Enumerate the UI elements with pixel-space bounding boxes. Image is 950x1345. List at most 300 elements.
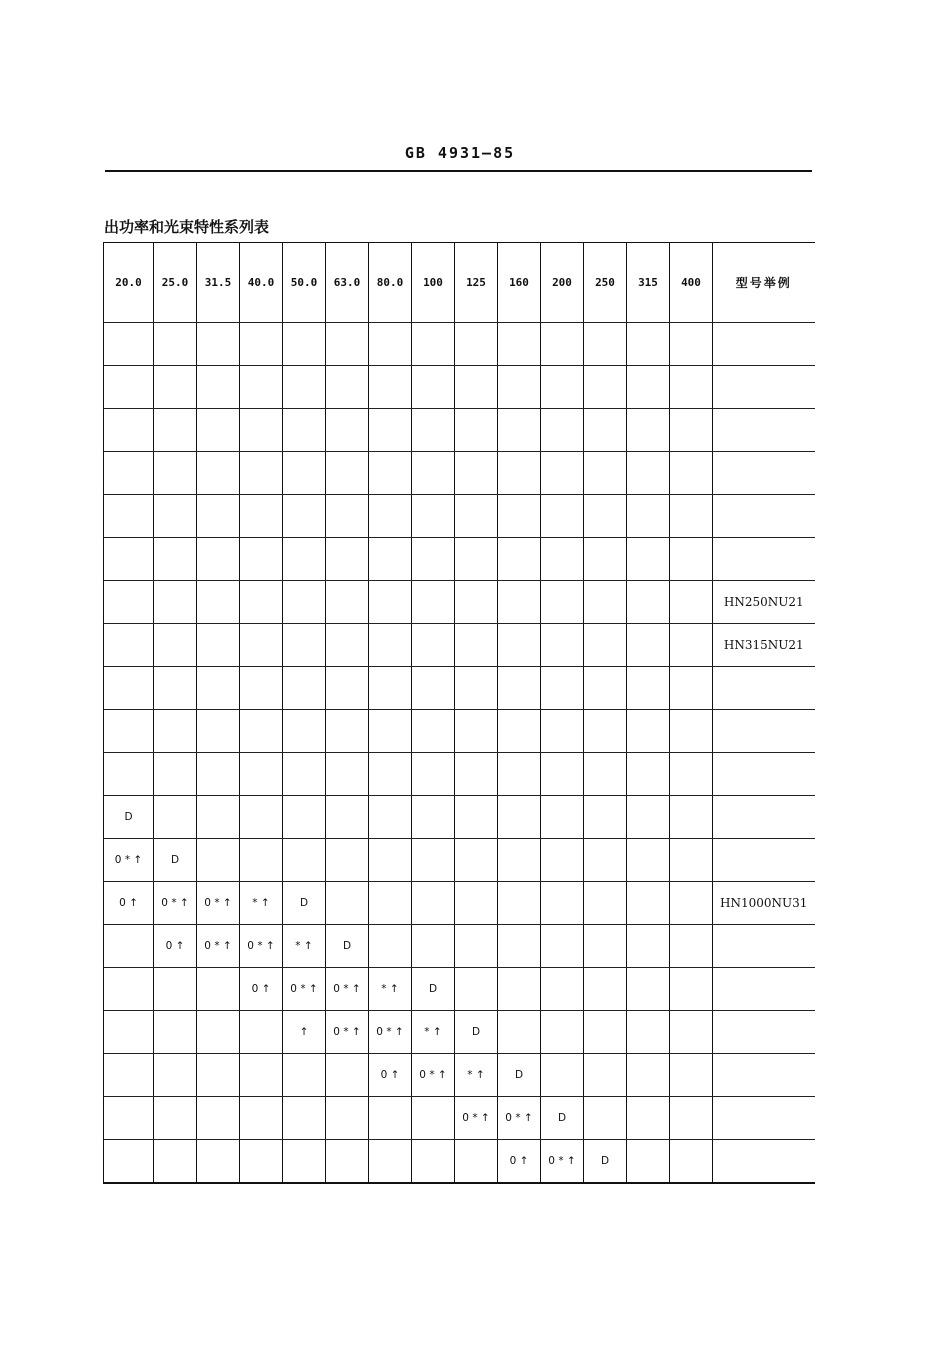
table-cell <box>104 1011 154 1054</box>
table-cell <box>584 968 627 1011</box>
table-cell <box>154 1011 197 1054</box>
table-cell <box>197 409 240 452</box>
table-cell <box>584 753 627 796</box>
table-cell <box>498 710 541 753</box>
table-cell <box>498 753 541 796</box>
table-cell: D <box>104 796 154 839</box>
table-cell <box>104 1140 154 1184</box>
table-cell <box>455 925 498 968</box>
table-cell <box>498 538 541 581</box>
table-cell: ↑ <box>283 1011 326 1054</box>
table-cell <box>369 581 412 624</box>
table-cell <box>283 495 326 538</box>
column-header: 400 <box>670 243 713 323</box>
table-cell <box>627 1140 670 1184</box>
table-cell <box>283 710 326 753</box>
table-cell <box>326 796 369 839</box>
table-row <box>104 796 815 839</box>
table-cell: 0 ↑ <box>498 1140 541 1184</box>
table-cell <box>412 1140 455 1184</box>
table-cell <box>326 1140 369 1184</box>
table-cell <box>670 495 713 538</box>
table-cell: D <box>498 1054 541 1097</box>
table-cell <box>283 796 326 839</box>
table-cell <box>498 624 541 667</box>
table-row <box>104 1097 815 1140</box>
table-cell <box>627 1011 670 1054</box>
table-cell <box>412 710 455 753</box>
table-cell <box>670 1054 713 1097</box>
table-cell <box>197 1011 240 1054</box>
model-example-cell <box>713 925 815 968</box>
column-header: 20.0 <box>104 243 154 323</box>
table-cell <box>326 323 369 366</box>
table-cell <box>412 624 455 667</box>
table-row <box>104 710 815 753</box>
table-row <box>104 538 815 581</box>
table-row <box>104 495 815 538</box>
table-cell <box>369 409 412 452</box>
table-cell <box>455 495 498 538</box>
table-cell <box>326 1097 369 1140</box>
table-cell <box>412 409 455 452</box>
table-cell <box>326 452 369 495</box>
table-cell <box>627 882 670 925</box>
table-row <box>104 839 815 882</box>
column-header: 50.0 <box>283 243 326 323</box>
table-cell <box>240 839 283 882</box>
table-cell <box>283 366 326 409</box>
table-cell <box>283 667 326 710</box>
table-cell <box>627 495 670 538</box>
table-cell <box>541 1054 584 1097</box>
table-cell: * ↑ <box>412 1011 455 1054</box>
power-beam-series-table <box>103 242 815 1184</box>
table-cell <box>455 667 498 710</box>
table-cell: 0 * ↑ <box>541 1140 584 1184</box>
table-cell <box>498 495 541 538</box>
table-row <box>104 624 815 667</box>
table-row <box>104 882 815 925</box>
table-cell <box>670 1140 713 1184</box>
table-cell <box>326 1054 369 1097</box>
table-cell <box>498 323 541 366</box>
table-cell <box>283 409 326 452</box>
table-cell <box>104 667 154 710</box>
table-cell <box>584 624 627 667</box>
column-header: 250 <box>584 243 627 323</box>
table-cell <box>541 753 584 796</box>
column-header: 200 <box>541 243 584 323</box>
column-header: 40.0 <box>240 243 283 323</box>
model-example-cell <box>713 495 815 538</box>
table-cell <box>455 409 498 452</box>
table-caption: 出功率和光束特性系列表 <box>104 218 270 236</box>
table-cell <box>326 581 369 624</box>
table-cell: 0 * ↑ <box>412 1054 455 1097</box>
table-cell <box>584 667 627 710</box>
table-cell <box>627 753 670 796</box>
model-example-cell <box>713 968 815 1011</box>
table-cell: * ↑ <box>455 1054 498 1097</box>
table-cell <box>283 452 326 495</box>
table-cell <box>197 1054 240 1097</box>
table-cell <box>283 323 326 366</box>
table-cell <box>104 624 154 667</box>
column-header: 31.5 <box>197 243 240 323</box>
model-example-header: 型号举例 <box>713 243 815 323</box>
table-cell <box>584 710 627 753</box>
table-cell <box>670 409 713 452</box>
table-cell <box>197 624 240 667</box>
table-cell <box>104 968 154 1011</box>
table-cell <box>240 581 283 624</box>
table-cell <box>154 538 197 581</box>
table-cell: 0 * ↑ <box>240 925 283 968</box>
table-cell <box>369 753 412 796</box>
model-example-cell <box>713 667 815 710</box>
table-cell <box>154 323 197 366</box>
table-cell <box>283 581 326 624</box>
table-cell <box>326 409 369 452</box>
table-cell: 0 * ↑ <box>154 882 197 925</box>
table-cell: * ↑ <box>369 968 412 1011</box>
model-example-cell <box>713 366 815 409</box>
table-cell <box>326 624 369 667</box>
table-cell <box>240 323 283 366</box>
table-cell <box>369 710 412 753</box>
table-cell <box>154 753 197 796</box>
table-cell <box>541 839 584 882</box>
table-cell <box>670 1097 713 1140</box>
table-cell <box>240 1097 283 1140</box>
column-header: 100 <box>412 243 455 323</box>
table-cell <box>627 624 670 667</box>
table-cell <box>498 839 541 882</box>
table-cell <box>240 667 283 710</box>
table-cell <box>154 1097 197 1140</box>
table-cell: 0 ↑ <box>240 968 283 1011</box>
table-cell <box>455 323 498 366</box>
table-cell <box>104 581 154 624</box>
table-cell <box>369 925 412 968</box>
table-cell <box>498 366 541 409</box>
model-example-cell <box>713 1054 815 1097</box>
table-cell <box>369 1097 412 1140</box>
table-cell <box>326 366 369 409</box>
table-cell: 0 * ↑ <box>326 968 369 1011</box>
table-cell <box>412 323 455 366</box>
table-cell <box>455 753 498 796</box>
table-cell <box>627 839 670 882</box>
table-cell <box>541 925 584 968</box>
table-cell <box>369 667 412 710</box>
table-cell <box>240 366 283 409</box>
table-cell <box>670 323 713 366</box>
table-cell <box>412 581 455 624</box>
table-cell <box>541 409 584 452</box>
model-example-cell <box>713 839 815 882</box>
table-cell <box>326 710 369 753</box>
table-cell <box>197 968 240 1011</box>
table-cell <box>197 1097 240 1140</box>
table-cell <box>541 624 584 667</box>
table-cell: * ↑ <box>240 882 283 925</box>
table-row <box>104 323 815 366</box>
table-cell <box>104 366 154 409</box>
document-code: GB 4931—85 <box>404 144 516 162</box>
table-cell <box>283 753 326 796</box>
table-cell: D <box>584 1140 627 1184</box>
table-cell <box>104 1097 154 1140</box>
table-cell <box>584 796 627 839</box>
table-cell <box>498 667 541 710</box>
table-cell <box>240 452 283 495</box>
table-cell <box>412 753 455 796</box>
table-cell <box>369 839 412 882</box>
table-cell <box>104 452 154 495</box>
table-cell <box>154 624 197 667</box>
table-cell <box>283 538 326 581</box>
table-cell <box>104 323 154 366</box>
table-cell <box>584 366 627 409</box>
table-cell: 0 * ↑ <box>104 839 154 882</box>
table-cell <box>197 1140 240 1184</box>
table-cell <box>326 882 369 925</box>
table-cell <box>240 1054 283 1097</box>
table-cell <box>283 624 326 667</box>
table-cell <box>412 796 455 839</box>
table-cell <box>197 495 240 538</box>
table-cell <box>498 1011 541 1054</box>
table-cell <box>584 839 627 882</box>
table-cell <box>584 323 627 366</box>
table-cell <box>412 366 455 409</box>
table-cell <box>455 366 498 409</box>
table-cell <box>197 796 240 839</box>
model-example-cell <box>713 538 815 581</box>
table-cell <box>498 796 541 839</box>
column-header: 315 <box>627 243 670 323</box>
table-cell <box>627 667 670 710</box>
column-header: 160 <box>498 243 541 323</box>
table-cell: 0 * ↑ <box>455 1097 498 1140</box>
table-cell <box>541 538 584 581</box>
table-cell <box>541 968 584 1011</box>
table-cell <box>584 452 627 495</box>
model-example-cell <box>713 323 815 366</box>
model-example-cell <box>713 1140 815 1184</box>
table-cell <box>455 538 498 581</box>
table-cell <box>326 753 369 796</box>
table-cell <box>369 882 412 925</box>
table-cell <box>670 925 713 968</box>
table-cell <box>670 667 713 710</box>
table-cell <box>326 667 369 710</box>
table-cell <box>369 323 412 366</box>
table-cell <box>670 968 713 1011</box>
table-cell <box>197 667 240 710</box>
table-cell <box>369 624 412 667</box>
table-cell <box>283 1097 326 1140</box>
table-cell <box>412 538 455 581</box>
table-cell <box>627 366 670 409</box>
table-cell <box>197 366 240 409</box>
model-example-cell <box>713 1097 815 1140</box>
table-row <box>104 667 815 710</box>
table-cell <box>154 1140 197 1184</box>
table-cell <box>670 366 713 409</box>
table-cell <box>283 1054 326 1097</box>
table-cell <box>283 839 326 882</box>
table-cell <box>670 1011 713 1054</box>
table-cell <box>154 581 197 624</box>
table-cell <box>498 581 541 624</box>
table-cell <box>455 452 498 495</box>
column-header: 25.0 <box>154 243 197 323</box>
table-cell <box>627 409 670 452</box>
table-cell <box>104 753 154 796</box>
table-cell <box>584 1054 627 1097</box>
table-cell: D <box>326 925 369 968</box>
table-cell <box>240 753 283 796</box>
table-cell <box>326 839 369 882</box>
table-cell: D <box>283 882 326 925</box>
table-cell <box>455 882 498 925</box>
table-cell <box>541 882 584 925</box>
table-cell <box>627 323 670 366</box>
table-cell <box>541 495 584 538</box>
model-example-cell: HN1000NU31 <box>713 882 815 925</box>
table-cell <box>369 495 412 538</box>
table-cell: 0 ↑ <box>369 1054 412 1097</box>
table-cell <box>104 1054 154 1097</box>
table-cell: 0 ↑ <box>154 925 197 968</box>
table-cell <box>670 452 713 495</box>
table-cell <box>326 538 369 581</box>
table-cell <box>627 581 670 624</box>
table-cell <box>455 710 498 753</box>
table-cell <box>240 624 283 667</box>
table-cell <box>455 1140 498 1184</box>
table-cell <box>154 710 197 753</box>
model-example-cell: HN250NU21 <box>713 581 815 624</box>
table-cell <box>498 452 541 495</box>
table-row <box>104 409 815 452</box>
table-cell <box>197 581 240 624</box>
header-rule <box>105 170 812 172</box>
table-cell <box>154 968 197 1011</box>
table-cell <box>498 409 541 452</box>
model-example-cell <box>713 409 815 452</box>
table-cell <box>369 1140 412 1184</box>
table-cell <box>455 968 498 1011</box>
table-cell <box>670 710 713 753</box>
table-cell: D <box>412 968 455 1011</box>
table-cell <box>369 796 412 839</box>
table-cell <box>197 538 240 581</box>
model-example-cell <box>713 753 815 796</box>
table-cell: 0 * ↑ <box>197 882 240 925</box>
table-row <box>104 366 815 409</box>
table-cell <box>197 839 240 882</box>
table-cell <box>498 882 541 925</box>
model-example-cell: HN315NU21 <box>713 624 815 667</box>
table-cell <box>412 1097 455 1140</box>
table-cell <box>283 1140 326 1184</box>
table-cell <box>197 452 240 495</box>
table-cell <box>584 1097 627 1140</box>
table-cell <box>670 882 713 925</box>
table-cell <box>154 452 197 495</box>
table-row <box>104 1140 815 1184</box>
table-cell <box>584 409 627 452</box>
table-cell <box>498 925 541 968</box>
table-cell <box>197 753 240 796</box>
table-cell <box>154 667 197 710</box>
table-cell <box>670 839 713 882</box>
table-cell: D <box>154 839 197 882</box>
table-row <box>104 925 815 968</box>
table-cell <box>412 667 455 710</box>
table-row <box>104 1054 815 1097</box>
table-cell <box>154 495 197 538</box>
table-cell <box>541 452 584 495</box>
table-cell <box>627 538 670 581</box>
table-cell <box>240 495 283 538</box>
table-cell <box>584 495 627 538</box>
model-example-cell <box>713 796 815 839</box>
table-cell <box>584 1011 627 1054</box>
table-cell <box>326 495 369 538</box>
table-row <box>104 753 815 796</box>
table-cell <box>104 538 154 581</box>
table-cell <box>541 1011 584 1054</box>
table-cell: * ↑ <box>283 925 326 968</box>
table-cell <box>412 495 455 538</box>
table-cell <box>627 968 670 1011</box>
table-cell <box>627 1054 670 1097</box>
table-cell <box>627 1097 670 1140</box>
table-cell <box>104 925 154 968</box>
table-cell <box>197 323 240 366</box>
table-cell <box>541 323 584 366</box>
table-cell <box>670 624 713 667</box>
table-cell <box>541 796 584 839</box>
table-cell: D <box>455 1011 498 1054</box>
table-cell <box>541 667 584 710</box>
model-example-cell <box>713 1011 815 1054</box>
model-example-cell <box>713 452 815 495</box>
table-cell <box>412 452 455 495</box>
table-cell <box>369 366 412 409</box>
table-cell <box>670 753 713 796</box>
table-cell <box>455 796 498 839</box>
table-cell <box>240 710 283 753</box>
table-cell <box>584 925 627 968</box>
table-cell <box>240 796 283 839</box>
table-cell <box>455 624 498 667</box>
table-cell <box>154 366 197 409</box>
table-cell <box>104 495 154 538</box>
table-cell <box>584 882 627 925</box>
table-cell <box>627 796 670 839</box>
table-cell <box>369 538 412 581</box>
table-cell <box>455 581 498 624</box>
table-cell <box>670 796 713 839</box>
table-cell <box>412 839 455 882</box>
table-cell <box>627 452 670 495</box>
